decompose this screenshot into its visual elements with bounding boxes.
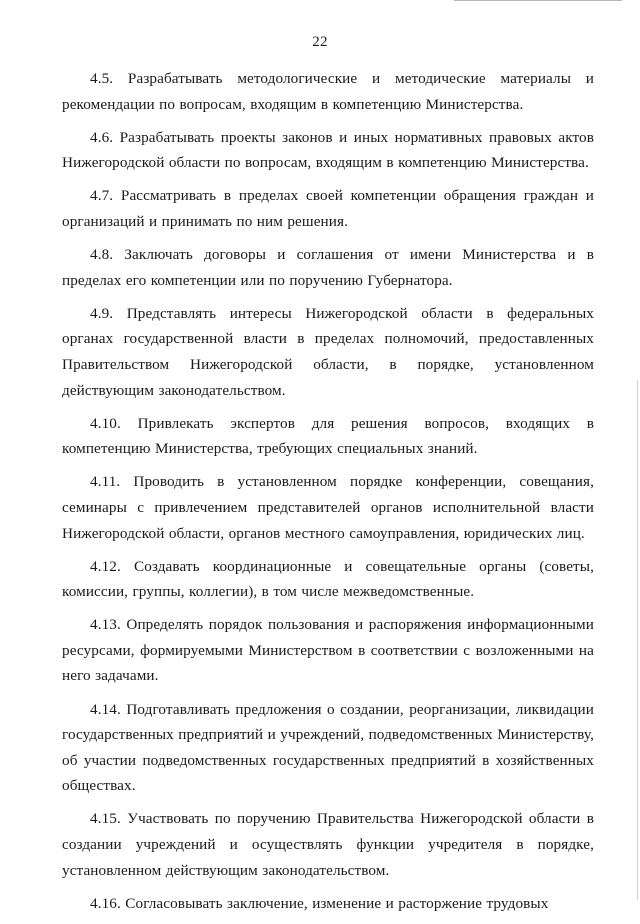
paragraph-4-14: 4.14. Подготавливать предложения о создании, реорганизации, ликвидации государственных предприятий и учреждений, подведомственных Министерству, об участии подведомственных государственных предприятий в хозяйственных обществах. <box>62 700 594 795</box>
paragraph-4-13: 4.13. Определять порядок пользования и распоряжения информационными ресурсами, формируемыми Министерством в соответствии с возложенными на него задачами. <box>62 616 594 685</box>
paragraph-4-16: 4.16. Согласовывать заключение, изменение и расторжение трудовых <box>90 894 549 912</box>
paragraph-4-9: 4.9. Представлять интересы Нижегородской области в федеральных органах государственной власти в пределах полномочий, предоставленных Правительством Нижегородской области, в порядке, установленном действующим законодательством. <box>62 304 594 399</box>
scan-edge-line <box>454 0 622 1</box>
paragraph-4-15: 4.15. Участвовать по поручению Правительства Нижегородской области в создании учреждений и осуществлять функции учредителя в порядке, установленном действующим законодательством. <box>62 810 594 879</box>
paragraph-4-6: 4.6. Разрабатывать проекты законов и иных нормативных правовых актов Нижегородской области по вопросам, входящим в компетенцию Министерства. <box>62 128 594 172</box>
paragraph-4-7: 4.7. Рассматривать в пределах своей компетенции обращения граждан и организаций и принимать по ним решения. <box>62 187 594 230</box>
paragraph-4-11: 4.11. Проводить в установленном порядке конференции, совещания, семинары с привлечением представителей органов исполнительной власти Нижегородской области, органов местного самоуправления, юридических лиц. <box>62 473 594 542</box>
page-number: 22 <box>312 34 328 50</box>
paragraph-4-8: 4.8. Заключать договоры и соглашения от имени Министерства и в пределах его компетенции или по поручению Губернатора. <box>62 246 594 289</box>
paragraph-4-10: 4.10. Привлекать экспертов для решения вопросов, входящих в компетенцию Министерства, требующих специальных знаний. <box>62 414 594 458</box>
document-body <box>62 66 594 924</box>
paragraph-4-5: 4.5. Разрабатывать методологические и методические материалы и рекомендации по вопросам, входящим в компетенцию Министерства. <box>62 70 594 113</box>
scan-edge-line-right <box>637 380 638 900</box>
paragraph-4-12: 4.12. Создавать координационные и совещательные органы (советы, комиссии, группы, коллегии), в том числе межведомственные. <box>62 557 594 601</box>
